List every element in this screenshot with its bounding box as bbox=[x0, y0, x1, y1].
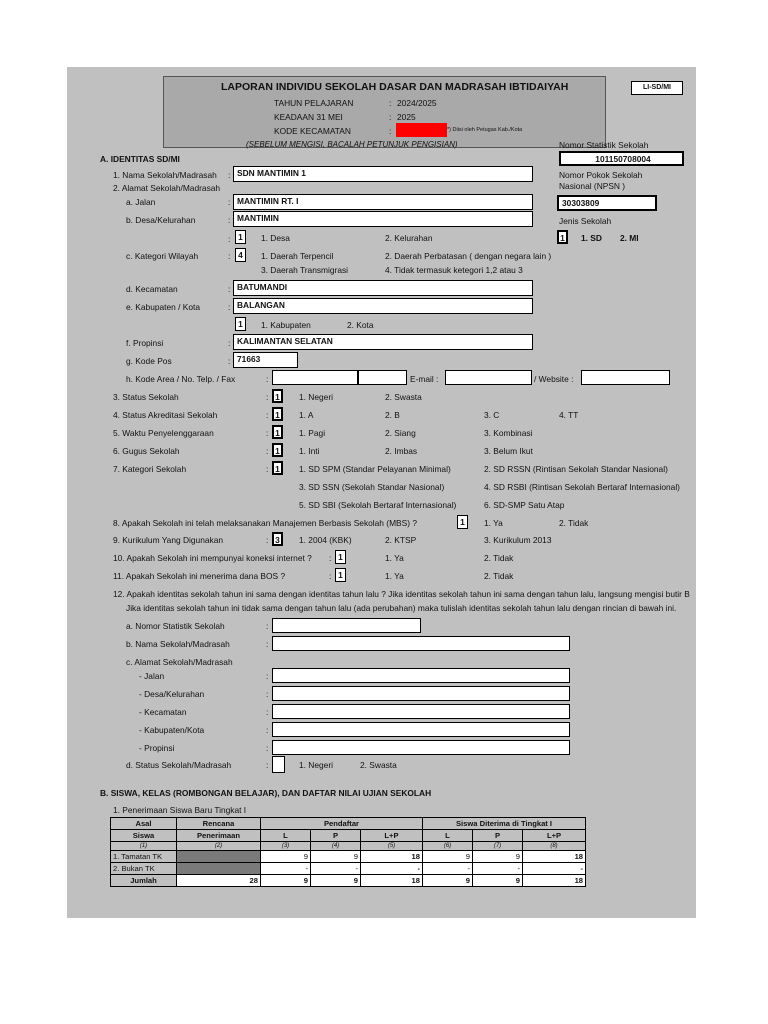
q4-label: 4. Status Akreditasi Sekolah bbox=[113, 410, 218, 420]
q9-label: 9. Kurikulum Yang Digunakan bbox=[113, 535, 224, 545]
q8-label: 8. Apakah Sekolah ini telah melaksanakan Manajemen Berbasis Sekolah (MBS) ? bbox=[113, 518, 417, 528]
header-p: P bbox=[311, 830, 361, 842]
cell[interactable]: - bbox=[261, 863, 311, 875]
q12-jalan-field[interactable] bbox=[272, 668, 570, 683]
header-lp-2: L+P bbox=[523, 830, 586, 842]
cell: - bbox=[523, 863, 586, 875]
section-b-sub1: 1. Penerimaan Siswa Baru Tingkat I bbox=[113, 805, 247, 815]
header-lp: L+P bbox=[361, 830, 423, 842]
q4-field[interactable]: 1 bbox=[272, 407, 283, 421]
kab-opt-1: 1. Kabupaten bbox=[261, 320, 311, 330]
col-num-6: (6) bbox=[423, 842, 473, 851]
q5-label: 5. Waktu Penyelenggaraan bbox=[113, 428, 214, 438]
q12-kab-field[interactable] bbox=[272, 722, 570, 737]
q9-opt-3: 3. Kurikulum 2013 bbox=[484, 535, 552, 545]
table-header-row bbox=[111, 818, 586, 830]
q7-label: 7. Kategori Sekolah bbox=[113, 464, 187, 474]
cell: 9 bbox=[311, 875, 361, 887]
desa-type-field[interactable]: 1 bbox=[235, 230, 246, 244]
email-field[interactable] bbox=[445, 370, 532, 385]
table-row bbox=[111, 863, 586, 875]
col-num-4: (4) bbox=[311, 842, 361, 851]
cell[interactable]: - bbox=[473, 863, 523, 875]
row-label: 2. Bukan TK bbox=[111, 863, 177, 875]
q7-opt-2: 2. SD RSSN (Rintisan Sekolah Standar Nasional) bbox=[484, 464, 668, 474]
cell: 9 bbox=[473, 875, 523, 887]
keadaan-value: 2025 bbox=[397, 112, 416, 122]
q6-opt-1: 1. Inti bbox=[299, 446, 320, 456]
q1-label: 1. Nama Sekolah/Madrasah bbox=[113, 170, 217, 180]
q9-opt-2: 2. KTSP bbox=[385, 535, 417, 545]
cell[interactable]: - bbox=[423, 863, 473, 875]
cell: 9 bbox=[261, 875, 311, 887]
header-l: L bbox=[261, 830, 311, 842]
q12-status-label: d. Status Sekolah/Madrasah bbox=[126, 760, 232, 770]
q7-opt-4: 4. SD RSBI (Rintisan Sekolah Bertaraf Internasional) bbox=[484, 482, 680, 492]
col-num-2: (2) bbox=[177, 842, 261, 851]
q11-opt-1: 1. Ya bbox=[385, 571, 404, 581]
q7-opt-1: 1. SD SPM (Standar Pelayanan Minimal) bbox=[299, 464, 451, 474]
q8-field[interactable]: 1 bbox=[457, 515, 468, 529]
q8-opt-1: 1. Ya bbox=[484, 518, 503, 528]
wilayah-opt-4: 4. Tidak termasuk ketegori 1,2 atau 3 bbox=[385, 265, 523, 275]
q3-opt-2: 2. Swasta bbox=[385, 392, 422, 402]
jalan-label: a. Jalan bbox=[126, 197, 156, 207]
desa-opt-1: 1. Desa bbox=[261, 233, 290, 243]
wilayah-field[interactable]: 4 bbox=[235, 248, 246, 262]
kecamatan-label: d. Kecamatan bbox=[126, 284, 178, 294]
keadaan-label: KEADAAN 31 MEI bbox=[274, 112, 343, 122]
kode-kecamatan-field[interactable] bbox=[396, 123, 447, 137]
col-num-3: (3) bbox=[261, 842, 311, 851]
header-rencana: Rencana bbox=[177, 818, 261, 830]
website-field[interactable] bbox=[581, 370, 670, 385]
telp-label: h. Kode Area / No. Telp. / Fax bbox=[126, 374, 236, 384]
header-l-2: L bbox=[423, 830, 473, 842]
q12-text-1: 12. Apakah identitas sekolah tahun ini sama dengan identitas tahun lalu ? Jika identitas sekolah tahun ini sama dengan tahun lalu, langsung mengisi butir B bbox=[113, 589, 690, 599]
cell[interactable]: 28 bbox=[177, 875, 261, 887]
cell: - bbox=[361, 863, 423, 875]
col-num-5: (5) bbox=[361, 842, 423, 851]
header-diterima: Siswa Diterima di Tingkat I bbox=[423, 818, 586, 830]
section-a-title: A. IDENTITAS SD/MI bbox=[100, 154, 180, 164]
cell[interactable]: 9 bbox=[311, 851, 361, 863]
q6-opt-2: 2. Imbas bbox=[385, 446, 418, 456]
cell[interactable]: 9 bbox=[473, 851, 523, 863]
q4-opt-4: 4. TT bbox=[559, 410, 579, 420]
row-label: Jumlah bbox=[111, 875, 177, 887]
q10-opt-1: 1. Ya bbox=[385, 553, 404, 563]
form-title: LAPORAN INDIVIDU SEKOLAH DASAR DAN MADRASAH IBTIDAIYAH bbox=[221, 81, 569, 93]
desa-opt-2: 2. Kelurahan bbox=[385, 233, 433, 243]
q12-jalan-label: - Jalan bbox=[139, 671, 165, 681]
q10-field[interactable]: 1 bbox=[335, 550, 346, 564]
telp-area-field[interactable] bbox=[272, 370, 358, 385]
q6-label: 6. Gugus Sekolah bbox=[113, 446, 180, 456]
col-num-8: (8) bbox=[523, 842, 586, 851]
telp-number-field[interactable] bbox=[358, 370, 407, 385]
npsn-label: Nomor Pokok Sekolah bbox=[559, 170, 643, 180]
jenis-field[interactable]: 1 bbox=[557, 230, 568, 244]
q12-kec-label: - Kecamatan bbox=[139, 707, 187, 717]
table-total-row bbox=[111, 875, 586, 887]
instruction-text: (SEBELUM MENGISI, BACALAH PETUNJUK PENGISIAN) bbox=[246, 140, 458, 149]
cell[interactable]: - bbox=[311, 863, 361, 875]
q3-opt-1: 1. Negeri bbox=[299, 392, 333, 402]
q12-prop-field[interactable] bbox=[272, 740, 570, 755]
npsn-field[interactable]: 30303809 bbox=[557, 195, 657, 211]
desa-field[interactable]: MANTIMIN bbox=[233, 211, 533, 227]
section-b-title: B. SISWA, KELAS (ROMBONGAN BELAJAR), DAN DAFTAR NILAI UJIAN SEKOLAH bbox=[100, 788, 432, 798]
rencana-cell bbox=[177, 863, 261, 875]
kecamatan-field[interactable]: BATUMANDI bbox=[233, 280, 533, 296]
q3-label: 3. Status Sekolah bbox=[113, 392, 179, 402]
q11-field[interactable]: 1 bbox=[335, 568, 346, 582]
propinsi-label: f. Propinsi bbox=[126, 338, 164, 348]
q4-opt-1: 1. A bbox=[299, 410, 314, 420]
q5-opt-3: 3. Kombinasi bbox=[484, 428, 533, 438]
table-number-row bbox=[111, 842, 586, 851]
header-siswa: Siswa bbox=[111, 830, 177, 842]
wilayah-label: c. Kategori Wilayah bbox=[126, 251, 199, 261]
jenis-opt-mi: 2. MI bbox=[620, 233, 639, 243]
form-code: LI-SD/MI bbox=[631, 81, 683, 95]
desa-label: b. Desa/Kelurahan bbox=[126, 215, 196, 225]
cell: 9 bbox=[423, 875, 473, 887]
q4-opt-2: 2. B bbox=[385, 410, 400, 420]
q7-field[interactable]: 1 bbox=[272, 461, 283, 475]
q12-nama-label: b. Nama Sekolah/Madrasah bbox=[126, 639, 230, 649]
q5-opt-1: 1. Pagi bbox=[299, 428, 326, 438]
nss-label: Nomor Statistik Sekolah bbox=[559, 140, 649, 150]
kodepos-label: g. Kode Pos bbox=[126, 356, 172, 366]
q12-status-opt-1: 1. Negeri bbox=[299, 760, 333, 770]
header-pendaftar: Pendaftar bbox=[261, 818, 423, 830]
header-asal: Asal bbox=[111, 818, 177, 830]
kab-type-field[interactable]: 1 bbox=[235, 317, 246, 331]
q6-field[interactable]: 1 bbox=[272, 443, 283, 457]
header-p-2: P bbox=[473, 830, 523, 842]
npsn-label-2: Nasional (NPSN ) bbox=[559, 181, 626, 191]
jenis-label: Jenis Sekolah bbox=[559, 216, 612, 226]
col-num-7: (7) bbox=[473, 842, 523, 851]
row-label: 1. Tamatan TK bbox=[111, 851, 177, 863]
q12-prop-label: - Propinsi bbox=[139, 743, 175, 753]
cell: 18 bbox=[361, 875, 423, 887]
q8-opt-2: 2. Tidak bbox=[559, 518, 589, 528]
q12-kec-field[interactable] bbox=[272, 704, 570, 719]
jenis-opt-sd: 1. SD bbox=[581, 233, 602, 243]
cell[interactable]: 9 bbox=[261, 851, 311, 863]
kabupaten-label: e. Kabupaten / Kota bbox=[126, 302, 201, 312]
rencana-cell bbox=[177, 851, 261, 863]
cell: 18 bbox=[361, 851, 423, 863]
jalan-field[interactable]: MANTIMIN RT. I bbox=[233, 194, 533, 210]
q12-desa-field[interactable] bbox=[272, 686, 570, 701]
q3-field[interactable]: 1 bbox=[272, 389, 283, 403]
q10-opt-2: 2. Tidak bbox=[484, 553, 514, 563]
q12-desa-label: - Desa/Kelurahan bbox=[139, 689, 205, 699]
nss-field[interactable]: 101150708004 bbox=[559, 151, 684, 166]
table-row bbox=[111, 851, 586, 863]
q12-nss-label: a. Nomor Statistik Sekolah bbox=[126, 621, 225, 631]
propinsi-field[interactable]: KALIMANTAN SELATAN bbox=[233, 334, 533, 350]
wilayah-opt-2: 2. Daerah Perbatasan ( dengan negara lain ) bbox=[385, 251, 552, 261]
q7-opt-3: 3. SD SSN (Sekolah Standar Nasional) bbox=[299, 482, 445, 492]
cell: 18 bbox=[523, 851, 586, 863]
wilayah-opt-1: 1. Daerah Terpencil bbox=[261, 251, 334, 261]
q12-kab-label: - Kabupaten/Kota bbox=[139, 725, 205, 735]
q6-opt-3: 3. Belum Ikut bbox=[484, 446, 533, 456]
nama-sekolah-field[interactable]: SDN MANTIMIN 1 bbox=[233, 166, 533, 182]
q12-alamat-label: c. Alamat Sekolah/Madrasah bbox=[126, 657, 233, 667]
tahun-value: 2024/2025 bbox=[397, 98, 437, 108]
email-label: E-mail : bbox=[410, 374, 439, 384]
q12-text-2: Jika identitas sekolah tahun ini tidak sama dengan tahun lalu (ada perubahan) maka tulislah identitas sekolah tahun lalu dengan rincian di bawah ini. bbox=[126, 603, 677, 613]
q12-status-opt-2: 2. Swasta bbox=[360, 760, 397, 770]
q2-label: 2. Alamat Sekolah/Madrasah bbox=[113, 183, 221, 193]
q11-label: 11. Apakah Sekolah ini menerima dana BOS ? bbox=[113, 571, 286, 581]
q4-opt-3: 3. C bbox=[484, 410, 500, 420]
kode-note: *) Diisi oleh Petugas Kab./Kota bbox=[447, 127, 523, 133]
wilayah-opt-3: 3. Daerah Transmigrasi bbox=[261, 265, 349, 275]
q10-label: 10. Apakah Sekolah ini mempunyai koneksi internet ? bbox=[113, 553, 312, 563]
q12-status-field[interactable] bbox=[272, 756, 285, 773]
kabupaten-field[interactable]: BALANGAN bbox=[233, 298, 533, 314]
kab-opt-2: 2. Kota bbox=[347, 320, 374, 330]
q9-opt-1: 1. 2004 (KBK) bbox=[299, 535, 352, 545]
cell[interactable]: 9 bbox=[423, 851, 473, 863]
q5-field[interactable]: 1 bbox=[272, 425, 283, 439]
q7-opt-6: 6. SD-SMP Satu Atap bbox=[484, 500, 565, 510]
tahun-label: TAHUN PELAJARAN bbox=[274, 98, 354, 108]
q11-opt-2: 2. Tidak bbox=[484, 571, 514, 581]
cell: 18 bbox=[523, 875, 586, 887]
q7-opt-5: 5. SD SBI (Sekolah Bertaraf Internasional) bbox=[299, 500, 457, 510]
col-num-1: (1) bbox=[111, 842, 177, 851]
kodepos-field[interactable]: 71663 bbox=[233, 352, 298, 368]
q12-nama-field[interactable] bbox=[272, 636, 570, 651]
header-penerimaan: Penerimaan bbox=[177, 830, 261, 842]
table-header-row bbox=[111, 830, 586, 842]
website-label: / Website : bbox=[534, 374, 574, 384]
kode-kecamatan-label: KODE KECAMATAN bbox=[274, 126, 351, 136]
penerimaan-table bbox=[110, 817, 586, 887]
q12-nss-field[interactable] bbox=[272, 618, 421, 633]
q5-opt-2: 2. Siang bbox=[385, 428, 416, 438]
q9-field[interactable]: 3 bbox=[272, 532, 283, 546]
